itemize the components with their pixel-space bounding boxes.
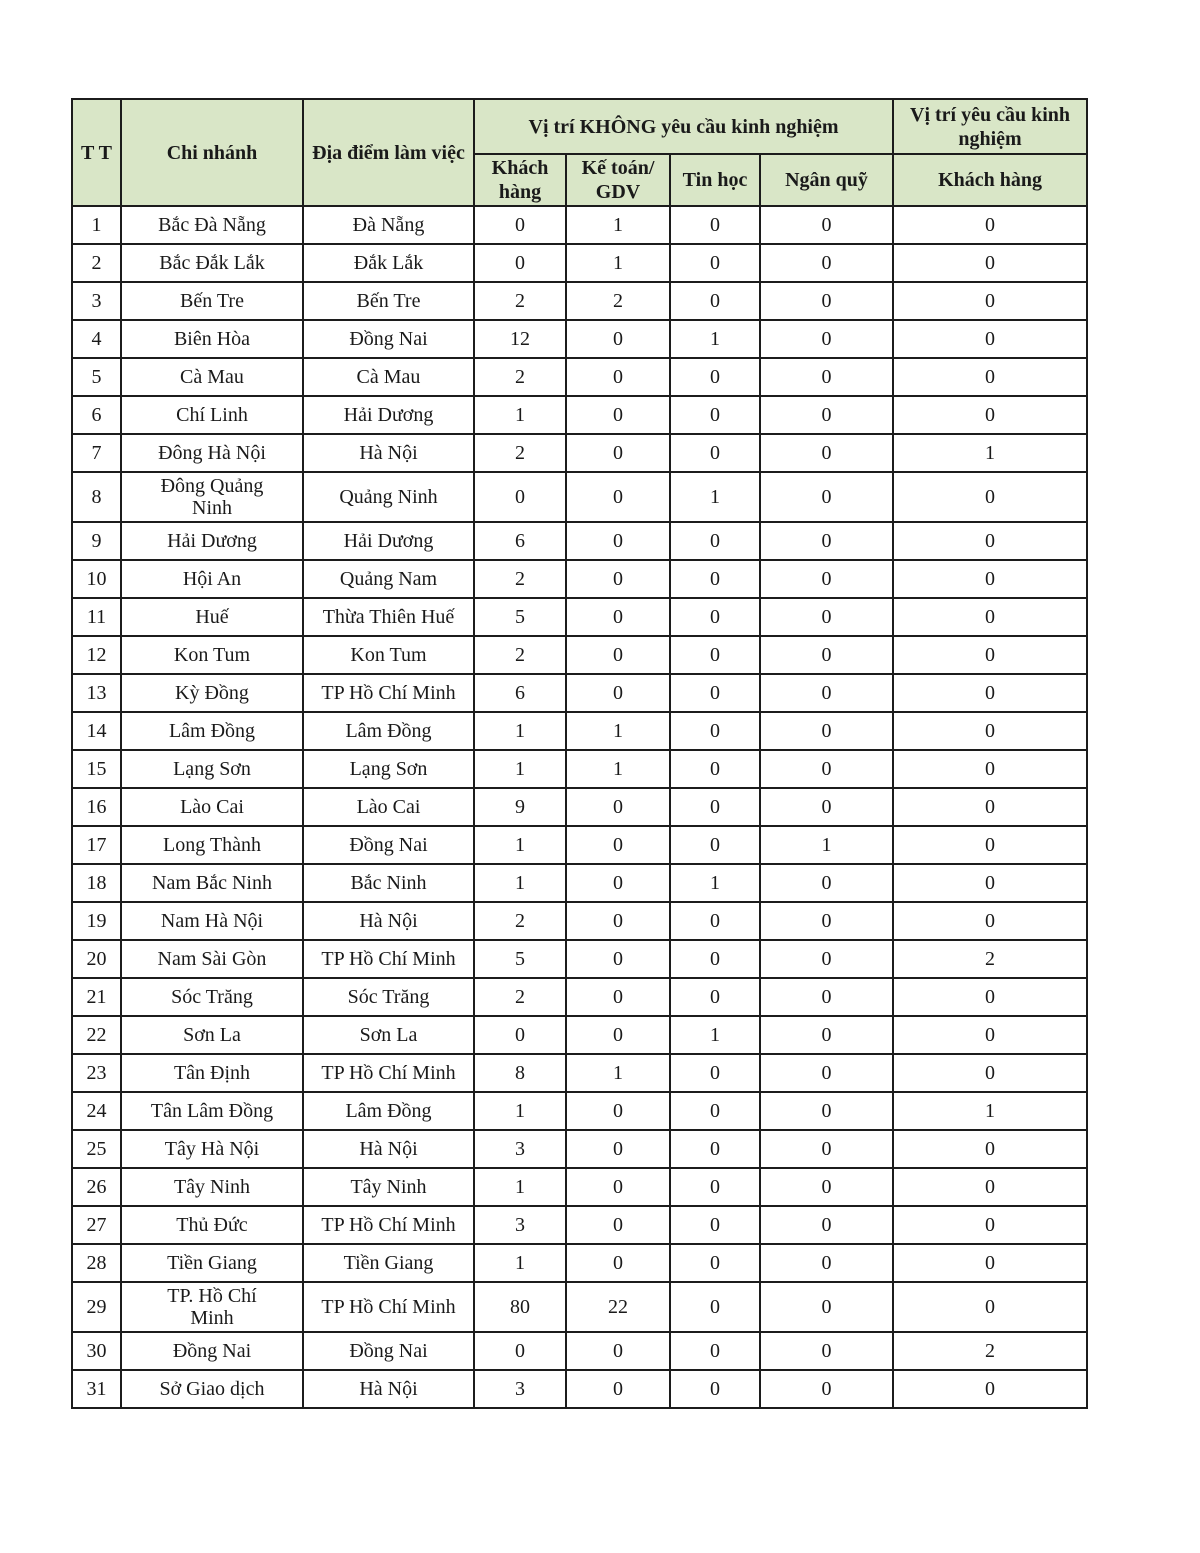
customer-count: 2 [474, 282, 566, 320]
experienced-customer-count: 1 [893, 434, 1087, 472]
table-row [72, 206, 1087, 244]
customer-count: 1 [474, 712, 566, 750]
customer-count: 1 [474, 826, 566, 864]
table-row [72, 522, 1087, 560]
branch-name: Sơn La [121, 1016, 303, 1054]
work-location: Bến Tre [303, 282, 474, 320]
accountant-count: 1 [566, 1054, 670, 1092]
branch-name: Thủ Đức [121, 1206, 303, 1244]
experienced-customer-count: 0 [893, 358, 1087, 396]
row-number: 7 [72, 434, 121, 472]
work-location: Sóc Trăng [303, 978, 474, 1016]
treasury-count: 0 [760, 598, 893, 636]
branch-name: Lào Cai [121, 788, 303, 826]
row-number: 10 [72, 560, 121, 598]
row-number: 31 [72, 1370, 121, 1408]
row-number: 9 [72, 522, 121, 560]
treasury-count: 0 [760, 472, 893, 522]
it-count: 0 [670, 826, 760, 864]
it-count: 0 [670, 434, 760, 472]
row-number: 27 [72, 1206, 121, 1244]
accountant-count: 0 [566, 1206, 670, 1244]
accountant-count: 0 [566, 320, 670, 358]
experienced-customer-count: 0 [893, 712, 1087, 750]
branch-name: Tân Định [121, 1054, 303, 1092]
accountant-count: 1 [566, 750, 670, 788]
row-number: 29 [72, 1282, 121, 1332]
row-number: 30 [72, 1332, 121, 1370]
it-count: 0 [670, 560, 760, 598]
customer-count: 12 [474, 320, 566, 358]
table-row [72, 244, 1087, 282]
it-count: 0 [670, 1206, 760, 1244]
table-row [72, 1054, 1087, 1092]
treasury-count: 0 [760, 522, 893, 560]
accountant-count: 0 [566, 396, 670, 434]
header-tt: T T [72, 99, 121, 206]
accountant-count: 0 [566, 1244, 670, 1282]
it-count: 0 [670, 674, 760, 712]
table-row [72, 1370, 1087, 1408]
accountant-count: 0 [566, 598, 670, 636]
table-row [72, 1282, 1087, 1332]
header-customer-experienced: Khách hàng [893, 154, 1087, 206]
customer-count: 9 [474, 788, 566, 826]
branch-name: Bắc Đắk Lắk [121, 244, 303, 282]
work-location: Quảng Nam [303, 560, 474, 598]
work-location: Sơn La [303, 1016, 474, 1054]
accountant-count: 0 [566, 902, 670, 940]
customer-count: 2 [474, 358, 566, 396]
work-location: Thừa Thiên Huế [303, 598, 474, 636]
work-location: TP Hồ Chí Minh [303, 1206, 474, 1244]
it-count: 0 [670, 358, 760, 396]
it-count: 0 [670, 282, 760, 320]
treasury-count: 0 [760, 940, 893, 978]
table-row [72, 864, 1087, 902]
row-number: 2 [72, 244, 121, 282]
customer-count: 2 [474, 636, 566, 674]
customer-count: 3 [474, 1370, 566, 1408]
customer-count: 8 [474, 1054, 566, 1092]
accountant-count: 0 [566, 358, 670, 396]
it-count: 0 [670, 396, 760, 434]
branch-name: Đông Hà Nội [121, 434, 303, 472]
branch-name: Lạng Sơn [121, 750, 303, 788]
work-location: Hà Nội [303, 434, 474, 472]
row-number: 21 [72, 978, 121, 1016]
branch-name: Sóc Trăng [121, 978, 303, 1016]
it-count: 0 [670, 902, 760, 940]
header-no-experience-group: Vị trí KHÔNG yêu cầu kinh nghiệm [474, 99, 893, 154]
accountant-count: 2 [566, 282, 670, 320]
treasury-count: 0 [760, 636, 893, 674]
table-row [72, 978, 1087, 1016]
accountant-count: 0 [566, 1370, 670, 1408]
work-location: Đồng Nai [303, 320, 474, 358]
it-count: 0 [670, 712, 760, 750]
experienced-customer-count: 0 [893, 1370, 1087, 1408]
treasury-count: 0 [760, 788, 893, 826]
table-row [72, 1332, 1087, 1370]
branch-name: TP. Hồ Chí Minh [121, 1282, 303, 1332]
row-number: 12 [72, 636, 121, 674]
row-number: 26 [72, 1168, 121, 1206]
work-location: Hà Nội [303, 1130, 474, 1168]
experienced-customer-count: 1 [893, 1092, 1087, 1130]
table-row [72, 1016, 1087, 1054]
it-count: 0 [670, 978, 760, 1016]
branch-name: Đồng Nai [121, 1332, 303, 1370]
it-count: 0 [670, 788, 760, 826]
it-count: 0 [670, 750, 760, 788]
treasury-count: 0 [760, 434, 893, 472]
experienced-customer-count: 0 [893, 1016, 1087, 1054]
header-it: Tin học [670, 154, 760, 206]
customer-count: 2 [474, 560, 566, 598]
row-number: 3 [72, 282, 121, 320]
header-branch: Chi nhánh [121, 99, 303, 206]
it-count: 0 [670, 1370, 760, 1408]
branch-name: Tiền Giang [121, 1244, 303, 1282]
it-count: 0 [670, 1168, 760, 1206]
work-location: Kon Tum [303, 636, 474, 674]
treasury-count: 0 [760, 674, 893, 712]
customer-count: 1 [474, 1244, 566, 1282]
experienced-customer-count: 0 [893, 244, 1087, 282]
customer-count: 1 [474, 396, 566, 434]
it-count: 0 [670, 522, 760, 560]
table-row [72, 1168, 1087, 1206]
treasury-count: 0 [760, 1244, 893, 1282]
branch-name: Hội An [121, 560, 303, 598]
row-number: 28 [72, 1244, 121, 1282]
treasury-count: 0 [760, 1332, 893, 1370]
row-number: 4 [72, 320, 121, 358]
recruitment-table [71, 98, 1088, 1409]
treasury-count: 0 [760, 1092, 893, 1130]
customer-count: 5 [474, 598, 566, 636]
experienced-customer-count: 0 [893, 1282, 1087, 1332]
work-location: TP Hồ Chí Minh [303, 1054, 474, 1092]
accountant-count: 0 [566, 1092, 670, 1130]
branch-name: Sở Giao dịch [121, 1370, 303, 1408]
work-location: Lâm Đồng [303, 712, 474, 750]
work-location: Hải Dương [303, 522, 474, 560]
row-number: 6 [72, 396, 121, 434]
table-row [72, 320, 1087, 358]
work-location: Hà Nội [303, 902, 474, 940]
header-row-1 [72, 99, 1087, 154]
treasury-count: 0 [760, 864, 893, 902]
it-count: 0 [670, 1282, 760, 1332]
table-row [72, 598, 1087, 636]
experienced-customer-count: 0 [893, 1130, 1087, 1168]
table-row [72, 434, 1087, 472]
experienced-customer-count: 0 [893, 1168, 1087, 1206]
customer-count: 1 [474, 750, 566, 788]
table-row [72, 1244, 1087, 1282]
experienced-customer-count: 0 [893, 560, 1087, 598]
customer-count: 80 [474, 1282, 566, 1332]
treasury-count: 0 [760, 244, 893, 282]
customer-count: 6 [474, 522, 566, 560]
treasury-count: 1 [760, 826, 893, 864]
treasury-count: 0 [760, 1130, 893, 1168]
experienced-customer-count: 0 [893, 598, 1087, 636]
table-body [72, 206, 1087, 1408]
customer-count: 0 [474, 206, 566, 244]
row-number: 15 [72, 750, 121, 788]
accountant-count: 1 [566, 712, 670, 750]
it-count: 0 [670, 940, 760, 978]
experienced-customer-count: 0 [893, 1206, 1087, 1244]
branch-name: Đông Quảng Ninh [121, 472, 303, 522]
branch-name: Long Thành [121, 826, 303, 864]
customer-count: 0 [474, 472, 566, 522]
accountant-count: 0 [566, 1332, 670, 1370]
branch-name: Biên Hòa [121, 320, 303, 358]
accountant-count: 0 [566, 472, 670, 522]
it-count: 0 [670, 598, 760, 636]
row-number: 1 [72, 206, 121, 244]
accountant-count: 0 [566, 1130, 670, 1168]
table-row [72, 788, 1087, 826]
accountant-count: 0 [566, 978, 670, 1016]
treasury-count: 0 [760, 978, 893, 1016]
treasury-count: 0 [760, 560, 893, 598]
work-location: Lạng Sơn [303, 750, 474, 788]
customer-count: 2 [474, 902, 566, 940]
it-count: 0 [670, 1332, 760, 1370]
table-row [72, 472, 1087, 522]
experienced-customer-count: 0 [893, 788, 1087, 826]
work-location: TP Hồ Chí Minh [303, 674, 474, 712]
table-row [72, 1092, 1087, 1130]
row-number: 17 [72, 826, 121, 864]
branch-name: Chí Linh [121, 396, 303, 434]
treasury-count: 0 [760, 902, 893, 940]
experienced-customer-count: 0 [893, 1244, 1087, 1282]
it-count: 1 [670, 864, 760, 902]
treasury-count: 0 [760, 206, 893, 244]
branch-name: Nam Hà Nội [121, 902, 303, 940]
branch-name: Cà Mau [121, 358, 303, 396]
row-number: 8 [72, 472, 121, 522]
work-location: Đồng Nai [303, 1332, 474, 1370]
row-number: 18 [72, 864, 121, 902]
customer-count: 0 [474, 1332, 566, 1370]
row-number: 20 [72, 940, 121, 978]
treasury-count: 0 [760, 320, 893, 358]
accountant-count: 0 [566, 636, 670, 674]
experienced-customer-count: 0 [893, 282, 1087, 320]
treasury-count: 0 [760, 1370, 893, 1408]
experienced-customer-count: 0 [893, 320, 1087, 358]
branch-name: Kon Tum [121, 636, 303, 674]
header-experience-group: Vị trí yêu cầu kinh nghiệm [893, 99, 1087, 154]
work-location: Lào Cai [303, 788, 474, 826]
it-count: 0 [670, 1244, 760, 1282]
experienced-customer-count: 0 [893, 864, 1087, 902]
experienced-customer-count: 2 [893, 940, 1087, 978]
row-number: 11 [72, 598, 121, 636]
work-location: Quảng Ninh [303, 472, 474, 522]
treasury-count: 0 [760, 282, 893, 320]
experienced-customer-count: 0 [893, 902, 1087, 940]
accountant-count: 1 [566, 206, 670, 244]
table-row [72, 358, 1087, 396]
accountant-count: 0 [566, 1016, 670, 1054]
branch-name: Bắc Đà Nẵng [121, 206, 303, 244]
header-location: Địa điểm làm việc [303, 99, 474, 206]
accountant-count: 1 [566, 244, 670, 282]
treasury-count: 0 [760, 750, 893, 788]
branch-name: Nam Bắc Ninh [121, 864, 303, 902]
branch-name: Lâm Đồng [121, 712, 303, 750]
work-location: TP Hồ Chí Minh [303, 940, 474, 978]
table-row [72, 1206, 1087, 1244]
treasury-count: 0 [760, 1282, 893, 1332]
customer-count: 3 [474, 1130, 566, 1168]
table-row [72, 1130, 1087, 1168]
it-count: 1 [670, 1016, 760, 1054]
accountant-count: 0 [566, 434, 670, 472]
experienced-customer-count: 0 [893, 978, 1087, 1016]
branch-name: Nam Sài Gòn [121, 940, 303, 978]
treasury-count: 0 [760, 1168, 893, 1206]
table-row [72, 636, 1087, 674]
accountant-count: 22 [566, 1282, 670, 1332]
treasury-count: 0 [760, 358, 893, 396]
accountant-count: 0 [566, 1168, 670, 1206]
branch-name: Bến Tre [121, 282, 303, 320]
header-treasury: Ngân quỹ [760, 154, 893, 206]
experienced-customer-count: 0 [893, 1054, 1087, 1092]
row-number: 16 [72, 788, 121, 826]
work-location: Đắk Lắk [303, 244, 474, 282]
row-number: 24 [72, 1092, 121, 1130]
it-count: 0 [670, 244, 760, 282]
experienced-customer-count: 0 [893, 636, 1087, 674]
treasury-count: 0 [760, 1054, 893, 1092]
branch-name: Hải Dương [121, 522, 303, 560]
work-location: Tây Ninh [303, 1168, 474, 1206]
customer-count: 2 [474, 434, 566, 472]
customer-count: 5 [474, 940, 566, 978]
row-number: 14 [72, 712, 121, 750]
branch-name: Tây Ninh [121, 1168, 303, 1206]
treasury-count: 0 [760, 712, 893, 750]
it-count: 1 [670, 320, 760, 358]
customer-count: 6 [474, 674, 566, 712]
table-row [72, 940, 1087, 978]
row-number: 25 [72, 1130, 121, 1168]
work-location: Hải Dương [303, 396, 474, 434]
accountant-count: 0 [566, 674, 670, 712]
work-location: Bắc Ninh [303, 864, 474, 902]
treasury-count: 0 [760, 1016, 893, 1054]
table-row [72, 826, 1087, 864]
experienced-customer-count: 2 [893, 1332, 1087, 1370]
work-location: Đồng Nai [303, 826, 474, 864]
work-location: TP Hồ Chí Minh [303, 1282, 474, 1332]
accountant-count: 0 [566, 940, 670, 978]
work-location: Hà Nội [303, 1370, 474, 1408]
it-count: 0 [670, 1054, 760, 1092]
treasury-count: 0 [760, 1206, 893, 1244]
accountant-count: 0 [566, 522, 670, 560]
it-count: 0 [670, 206, 760, 244]
it-count: 0 [670, 1092, 760, 1130]
customer-count: 1 [474, 1168, 566, 1206]
accountant-count: 0 [566, 864, 670, 902]
work-location: Cà Mau [303, 358, 474, 396]
experienced-customer-count: 0 [893, 826, 1087, 864]
customer-count: 0 [474, 1016, 566, 1054]
row-number: 19 [72, 902, 121, 940]
experienced-customer-count: 0 [893, 522, 1087, 560]
customer-count: 1 [474, 864, 566, 902]
work-location: Tiền Giang [303, 1244, 474, 1282]
header-accountant: Kế toán/ GDV [566, 154, 670, 206]
experienced-customer-count: 0 [893, 674, 1087, 712]
row-number: 23 [72, 1054, 121, 1092]
customer-count: 3 [474, 1206, 566, 1244]
it-count: 0 [670, 1130, 760, 1168]
table-row [72, 712, 1087, 750]
row-number: 13 [72, 674, 121, 712]
header-customer: Khách hàng [474, 154, 566, 206]
accountant-count: 0 [566, 788, 670, 826]
row-number: 5 [72, 358, 121, 396]
customer-count: 2 [474, 978, 566, 1016]
table-row [72, 396, 1087, 434]
it-count: 0 [670, 636, 760, 674]
experienced-customer-count: 0 [893, 206, 1087, 244]
branch-name: Huế [121, 598, 303, 636]
accountant-count: 0 [566, 826, 670, 864]
customer-count: 1 [474, 1092, 566, 1130]
experienced-customer-count: 0 [893, 472, 1087, 522]
experienced-customer-count: 0 [893, 750, 1087, 788]
row-number: 22 [72, 1016, 121, 1054]
treasury-count: 0 [760, 396, 893, 434]
table-row [72, 902, 1087, 940]
work-location: Lâm Đồng [303, 1092, 474, 1130]
table-row [72, 750, 1087, 788]
table-row [72, 674, 1087, 712]
branch-name: Kỳ Đồng [121, 674, 303, 712]
accountant-count: 0 [566, 560, 670, 598]
customer-count: 0 [474, 244, 566, 282]
branch-name: Tây Hà Nội [121, 1130, 303, 1168]
table-row [72, 282, 1087, 320]
experienced-customer-count: 0 [893, 396, 1087, 434]
branch-name: Tân Lâm Đồng [121, 1092, 303, 1130]
table-row [72, 560, 1087, 598]
work-location: Đà Nẵng [303, 206, 474, 244]
it-count: 1 [670, 472, 760, 522]
